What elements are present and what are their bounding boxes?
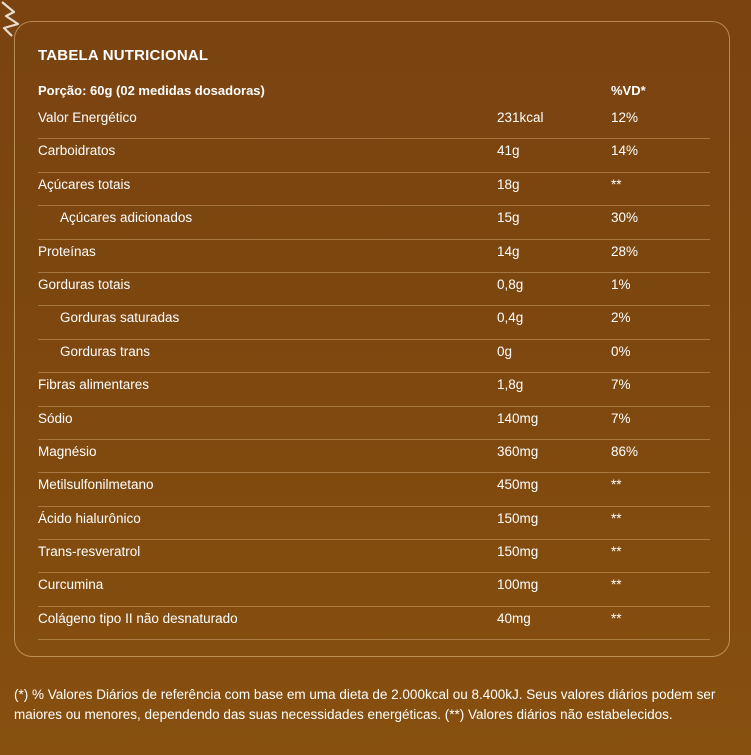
nutrient-name: Colágeno tipo II não desnaturado <box>38 610 238 626</box>
nutrient-vd: ** <box>611 544 622 560</box>
nutrient-amount: 150mg <box>497 544 539 560</box>
nutrient-amount: 1,8g <box>497 377 524 393</box>
nutrient-name: Gorduras saturadas <box>60 310 180 326</box>
nutrient-name: Valor Energético <box>38 110 137 125</box>
nutrient-amount: 18g <box>497 176 520 192</box>
table-row <box>38 273 710 306</box>
nutrient-vd: ** <box>611 610 622 626</box>
footnote: (*) % Valores Diários de referência com base em uma dieta de 2.000kcal ou 8.400kJ. Seus valores diários podem ser maiores ou menores, dependendo das suas necessidades energéticas. (**) Valores diários não estabelecidos. <box>14 687 716 722</box>
nutrient-vd: ** <box>611 510 622 526</box>
nutrient-amount: 0,4g <box>497 310 524 326</box>
table-row <box>38 540 710 573</box>
nutrient-vd: 30% <box>611 210 639 226</box>
table-row <box>38 106 710 139</box>
nutrient-vd: ** <box>611 176 622 192</box>
nutrient-amount: 41g <box>497 143 520 159</box>
nutrient-amount: 360mg <box>497 443 539 459</box>
nutrient-amount: 0g <box>497 343 513 359</box>
nutrient-name: Curcumina <box>38 577 104 593</box>
vd-column-header: %VD* <box>611 83 646 98</box>
nutrient-name: Sódio <box>38 410 73 426</box>
nutrient-name: Açúcares adicionados <box>60 210 193 226</box>
nutrient-amount: 0,8g <box>497 276 524 292</box>
nutrient-amount: 231kcal <box>497 110 544 125</box>
nutrient-vd: 14% <box>611 143 639 159</box>
nutrient-amount: 15g <box>497 210 520 226</box>
table-row <box>38 240 710 273</box>
nutrient-amount: 140mg <box>497 410 539 426</box>
nutrient-list <box>38 106 710 640</box>
table-row <box>38 306 710 339</box>
nutrient-vd: 28% <box>611 243 639 259</box>
nutrient-name: Gorduras totais <box>38 276 131 292</box>
nutrient-name: Metilsulfonilmetano <box>38 477 154 493</box>
table-row <box>38 340 710 373</box>
table-row <box>38 473 710 506</box>
nutrient-amount: 100mg <box>497 577 539 593</box>
nutrient-name: Trans-resveratrol <box>38 544 141 560</box>
nutrient-name: Gorduras trans <box>60 343 151 359</box>
table-row <box>38 206 710 239</box>
table-row <box>38 139 710 172</box>
nutrient-vd: 0% <box>611 343 631 359</box>
nutrient-vd: 7% <box>611 377 631 393</box>
nutrient-amount: 150mg <box>497 510 539 526</box>
nutrient-vd: 1% <box>611 276 631 292</box>
table-row <box>38 440 710 473</box>
table-row <box>38 373 710 406</box>
nutrient-name: Ácido hialurônico <box>38 510 141 526</box>
nutrient-vd: 7% <box>611 410 631 426</box>
table-row <box>38 173 710 206</box>
nutrient-name: Fibras alimentares <box>38 377 150 393</box>
nutrient-amount: 40mg <box>497 610 531 626</box>
nutrient-vd: 2% <box>611 310 631 326</box>
nutrient-name: Açúcares totais <box>38 176 131 192</box>
nutrient-vd: 12% <box>611 110 639 125</box>
table-row <box>38 407 710 440</box>
nutrient-amount: 450mg <box>497 477 539 493</box>
nutrient-vd: ** <box>611 477 622 493</box>
nutrient-amount: 14g <box>497 243 520 259</box>
table-row <box>38 573 710 606</box>
nutrition-table-card <box>14 21 730 657</box>
portion-label: Porção: 60g (02 medidas dosadoras) <box>38 83 265 98</box>
nutrient-name: Proteínas <box>38 243 96 259</box>
table-row <box>38 507 710 540</box>
nutrient-name: Magnésio <box>38 443 97 459</box>
nutrient-vd: 86% <box>611 443 639 459</box>
nutrient-name: Carboidratos <box>38 143 116 159</box>
table-row <box>38 607 710 640</box>
table-header-row <box>38 83 709 101</box>
nutrient-vd: ** <box>611 577 622 593</box>
table-title: TABELA NUTRICIONAL <box>38 47 209 64</box>
